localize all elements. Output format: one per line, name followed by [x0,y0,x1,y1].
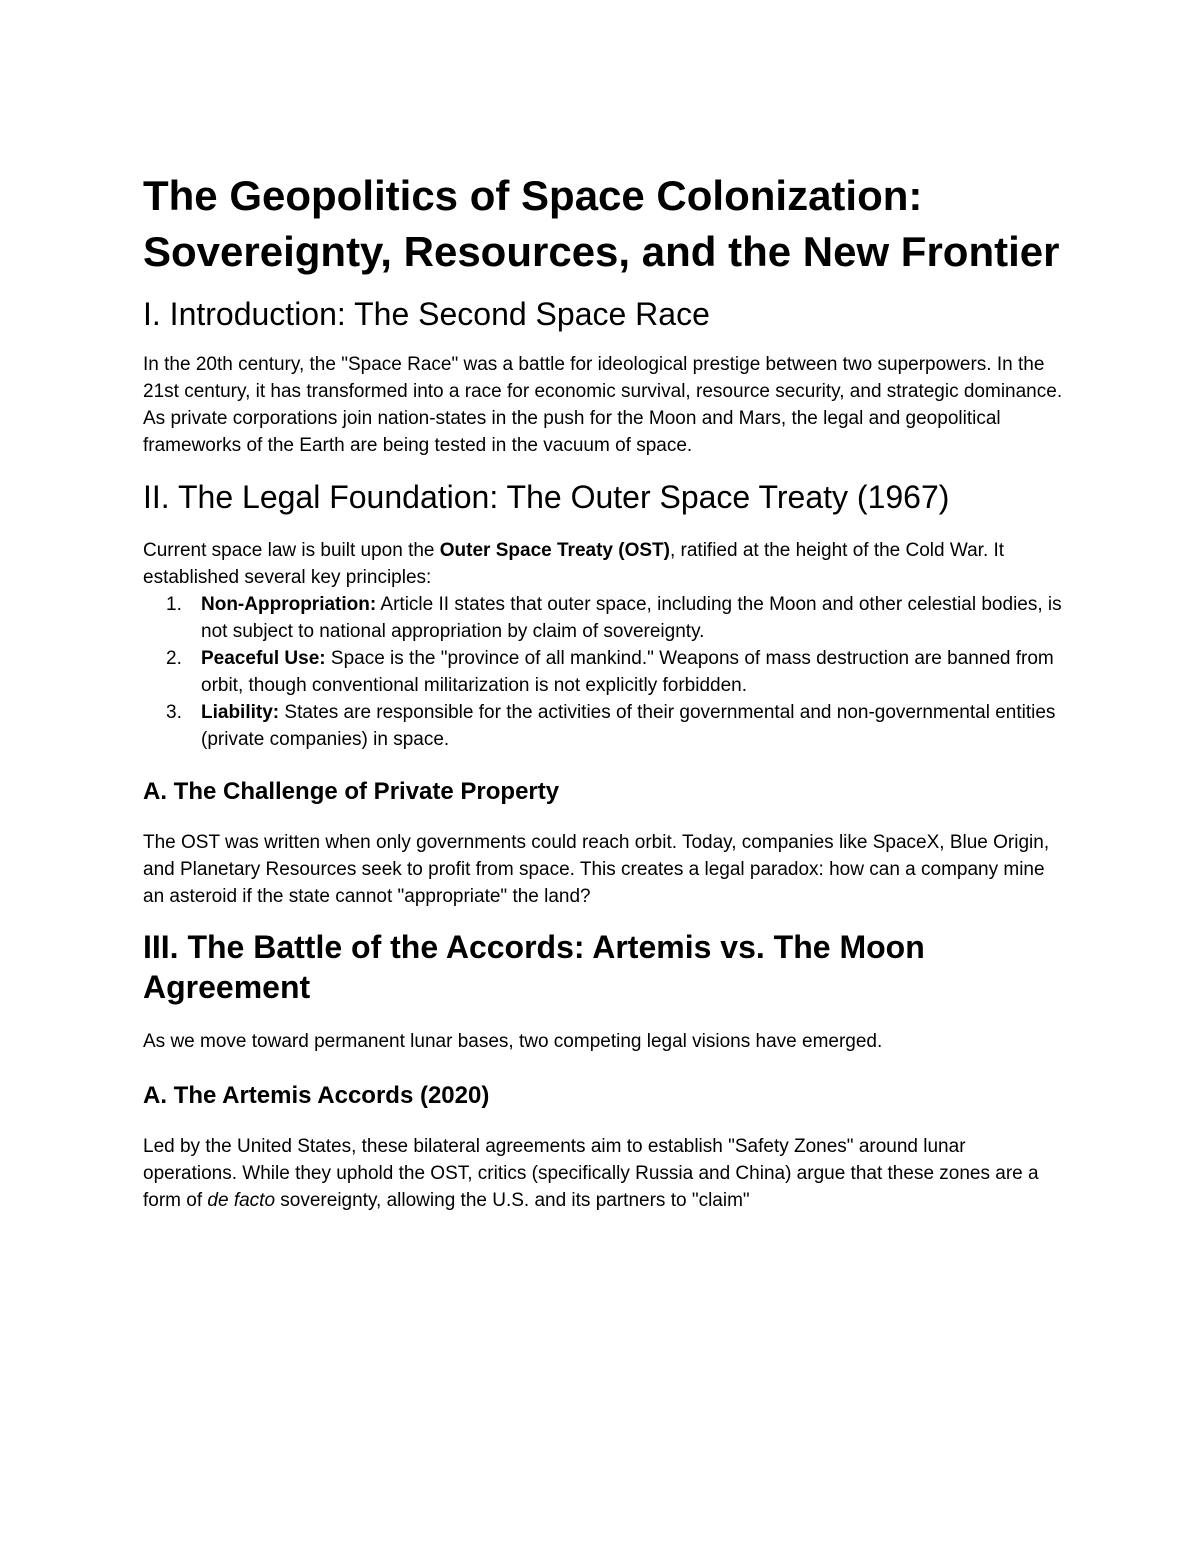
artemis-paragraph-text-start: Led by the United States, these bilateral agreements aim to establish "Safety Zones" around lunar operations. While they uphold the OST, critics (specifically Russia and China) argue that these zones are a form of [143,1136,1039,1211]
list-item-number: 2. [166,648,182,669]
document-title: The Geopolitics of Space Colonization: Sovereignty, Resources, and the New Frontier [143,172,1060,275]
subsection-heading-artemis-accords: A. The Artemis Accords (2020) [143,1082,490,1109]
list-item-text: States are responsible for the activities of their governmental and non-governmental entities (private companies) in space. [201,702,1056,750]
list-item-term: Liability: [201,702,280,723]
list-item-term: Non-Appropriation: [201,594,377,615]
introduction-paragraph: In the 20th century, the "Space Race" was a battle for ideological prestige between two superpowers. In the 21st century, it has transformed into a race for economic survival, resource security, and strategic dominance. As private corporations join nation-states in the push for the Moon and Mars, the legal and geopolitical frameworks of the Earth are being tested in the vacuum of space. [143,354,1063,456]
principles-list [143,591,1063,753]
ost-bold-term: Outer Space Treaty (OST) [439,540,670,561]
private-property-paragraph: The OST was written when only governments could reach orbit. Today, companies like SpaceX, Blue Origin, and Planetary Resources seek to profit from space. This creates a legal paradox: how can a company mine an asteroid if the state cannot "appropriate" the land? [143,832,1050,907]
list-item-number: 3. [166,702,182,723]
section-heading-introduction: I. Introduction: The Second Space Race [143,296,710,332]
list-item-number: 1. [166,594,182,615]
list-item [143,645,1063,699]
subsection-heading-private-property: A. The Challenge of Private Property [143,778,560,805]
list-item-text: Space is the "province of all mankind." Weapons of mass destruction are banned from orbit, though conventional militarization is not explicitly forbidden. [201,648,1054,696]
de-facto-italic-term: de facto [207,1190,276,1211]
legal-paragraph-text-end: , ratified at the height of the Cold War. It established several key principles: [143,540,1005,588]
list-item [143,699,1063,753]
legal-foundation-paragraph [143,537,1063,591]
accords-paragraph: As we move toward permanent lunar bases, two competing legal visions have emerged. [143,1031,883,1052]
list-item [143,591,1063,645]
list-item-text: Article II states that outer space, including the Moon and other celestial bodies, is not subject to national appropriation by claim of sovereignty. [201,594,1062,642]
section-heading-legal-foundation: II. The Legal Foundation: The Outer Space Treaty (1967) [143,479,950,515]
artemis-accords-paragraph [143,1133,1063,1214]
section-heading-accords: III. The Battle of the Accords: Artemis vs. The Moon Agreement [143,929,925,1005]
legal-paragraph-text-start: Current space law is built upon the [143,540,440,561]
list-item-term: Peaceful Use: [201,648,326,669]
artemis-paragraph-text-end: sovereignty, allowing the U.S. and its partners to "claim" [275,1190,750,1211]
document-page [143,168,1063,1214]
